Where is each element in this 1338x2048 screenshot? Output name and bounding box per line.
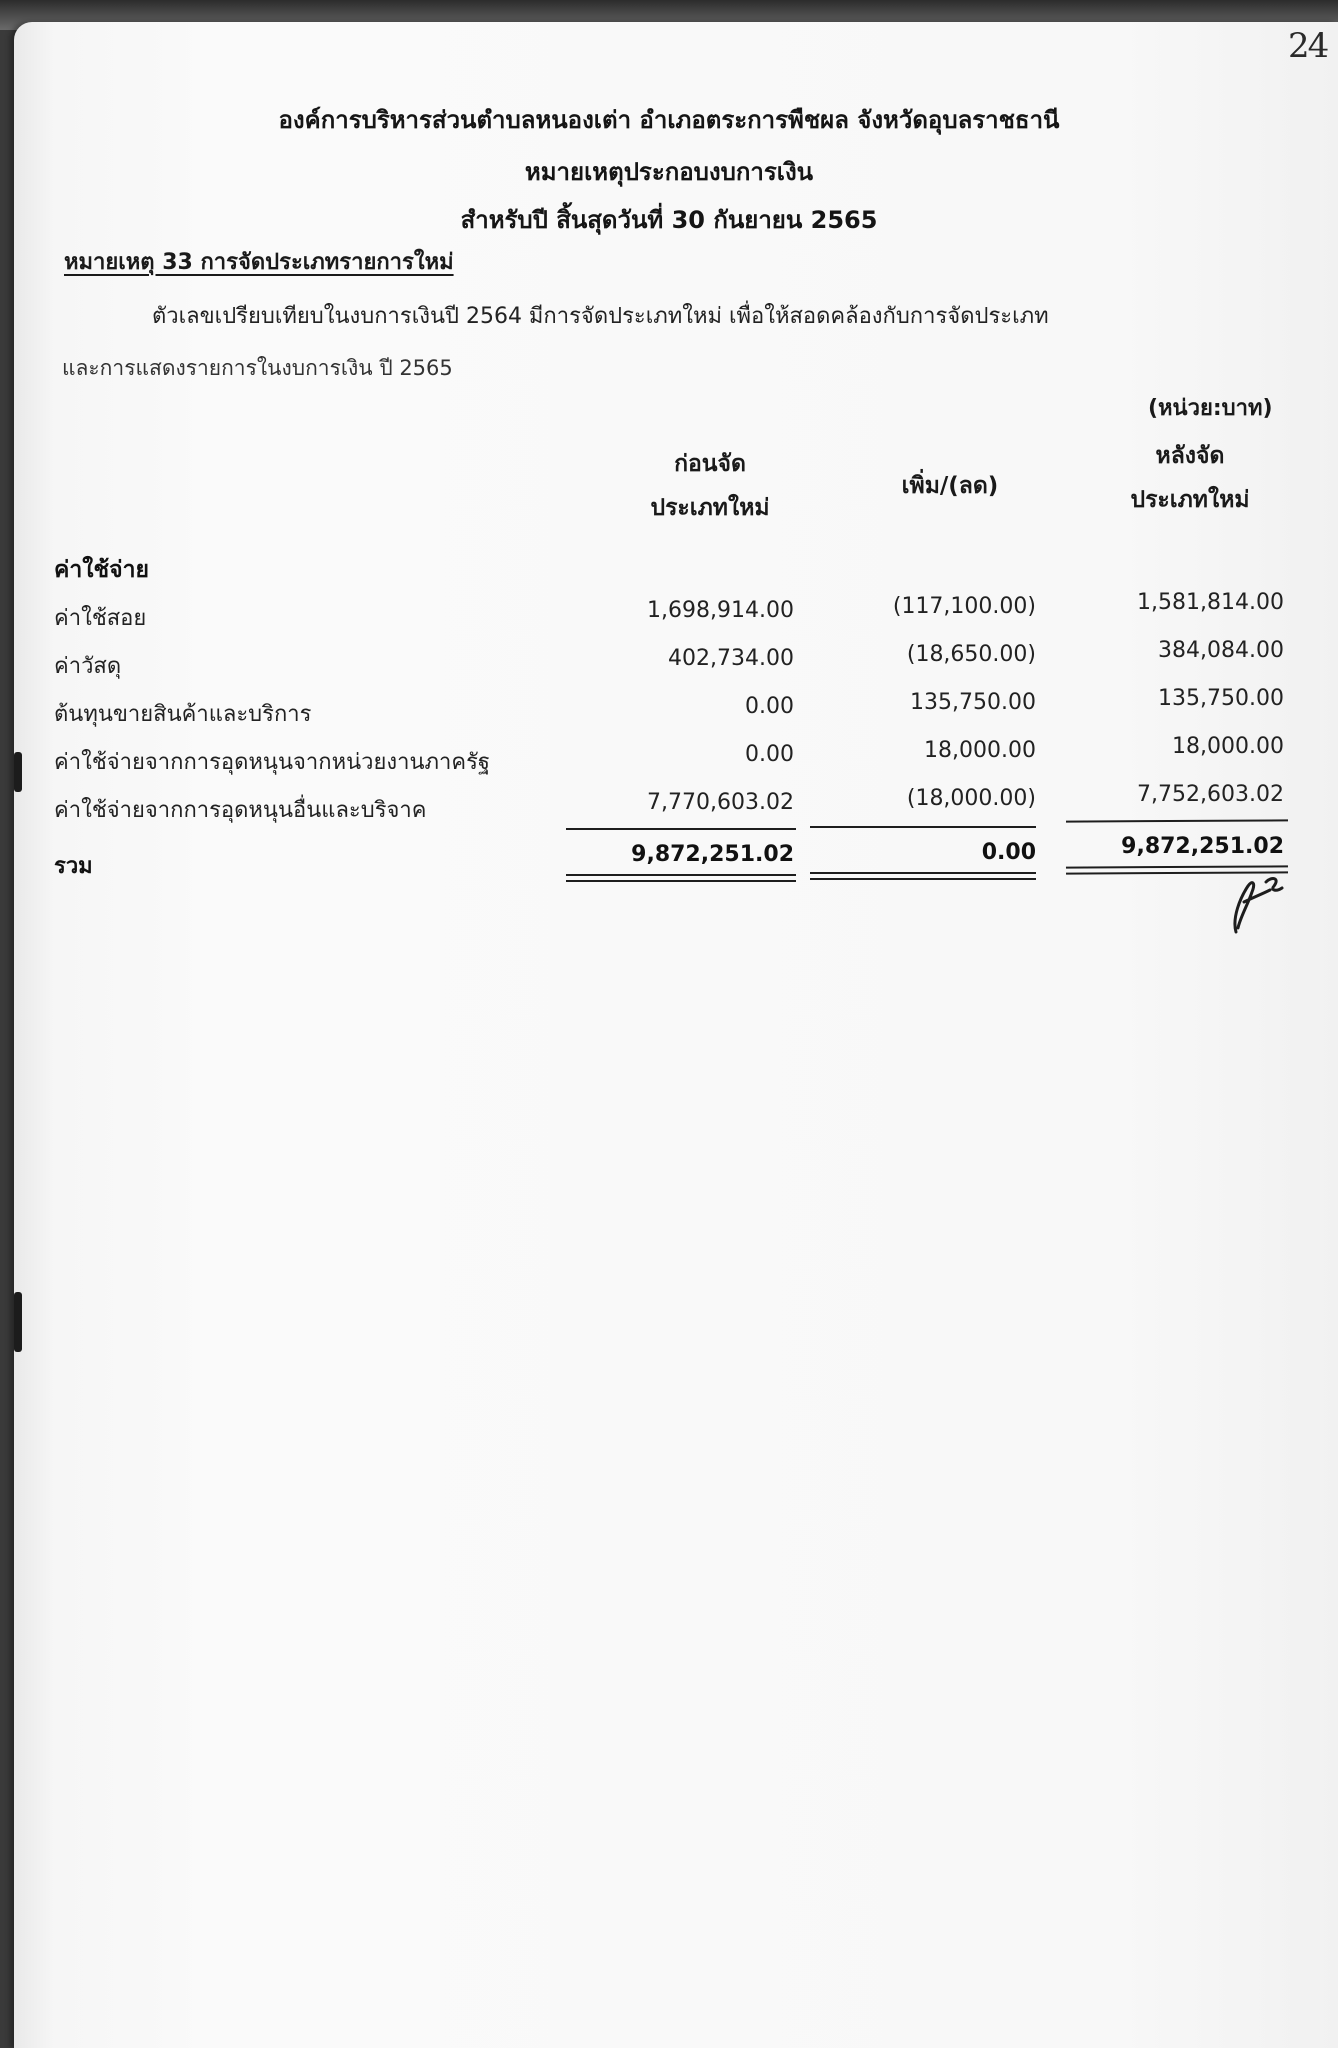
total-before-value: 9,872,251.02 — [631, 842, 794, 867]
row-change-value: 18,000.00 — [924, 738, 1036, 763]
column-header-before-line-2: ประเภทใหม่ — [650, 495, 770, 521]
row-change-value: (18,000.00) — [906, 786, 1036, 811]
report-title: หมายเหตุประกอบงบการเงิน — [524, 158, 814, 186]
row-after-value: 384,084.00 — [1158, 638, 1284, 663]
row-after-value: 1,581,814.00 — [1137, 590, 1284, 615]
row-change-value: (117,100.00) — [892, 594, 1036, 619]
note-title: หมายเหตุ 33 การจัดประเภทรายการใหม่ — [64, 250, 454, 275]
row-after-value: 18,000.00 — [1172, 734, 1284, 759]
total-double-rule — [566, 874, 796, 882]
column-header-before-line-1: ก่อนจัด — [674, 451, 746, 477]
row-after-value: 135,750.00 — [1158, 686, 1284, 711]
org-title: องค์การบริหารส่วนตำบลหนองเต่า อำเภอตระการพืชผล จังหวัดอุบลราชธานี — [278, 106, 1060, 134]
column-header-after — [1080, 434, 1300, 522]
period-title: สำหรับปี สิ้นสุดวันที่ 30 กันยายน 2565 — [460, 206, 878, 234]
row-before-value: 0.00 — [745, 694, 794, 719]
row-after-value: 7,752,603.02 — [1137, 782, 1284, 807]
subtotal-rule — [566, 828, 796, 830]
page-number: 24 — [1288, 26, 1328, 66]
row-change-value: (18,650.00) — [906, 642, 1036, 667]
total-double-rule — [810, 872, 1036, 880]
paragraph-line-1: ตัวเลขเปรียบเทียบในงบการเงินปี 2564 มีการจัดประเภทใหม่ เพื่อให้สอดคล้องกับการจัดประเภท — [152, 304, 1049, 329]
edge-mark — [14, 1292, 22, 1352]
column-header-after-line-2: ประเภทใหม่ — [1130, 487, 1250, 513]
section-label: ค่าใช้จ่าย — [54, 557, 150, 583]
column-header-after-line-1: หลังจัด — [1155, 443, 1225, 469]
column-header-change: เพิ่ม/(ลด) — [901, 473, 999, 499]
unit-label: (หน่วย:บาท) — [1148, 396, 1273, 421]
row-before-value: 1,698,914.00 — [647, 598, 794, 623]
row-before-value: 7,770,603.02 — [647, 790, 794, 815]
row-label: ค่าใช้จ่ายจากการอุดหนุนจากหน่วยงานภาครัฐ — [54, 750, 491, 775]
subtotal-rule — [810, 826, 1036, 828]
row-label: ค่าวัสดุ — [54, 654, 122, 679]
edge-mark — [14, 752, 22, 792]
row-label: ค่าใช้สอย — [54, 606, 147, 631]
row-label: ค่าใช้จ่ายจากการอุดหนุนอื่นและบริจาค — [54, 798, 427, 823]
total-after-value: 9,872,251.02 — [1121, 834, 1284, 859]
initials-signature — [1222, 868, 1292, 938]
paragraph-line-2: และการแสดงรายการในงบการเงิน ปี 2565 — [62, 356, 453, 380]
total-label: รวม — [54, 854, 93, 879]
column-header-before — [600, 442, 820, 530]
row-label: ต้นทุนขายสินค้าและบริการ — [54, 702, 312, 727]
row-before-value: 0.00 — [745, 742, 794, 767]
total-change-value: 0.00 — [981, 840, 1036, 865]
row-change-value: 135,750.00 — [910, 690, 1036, 715]
row-before-value: 402,734.00 — [668, 646, 794, 671]
